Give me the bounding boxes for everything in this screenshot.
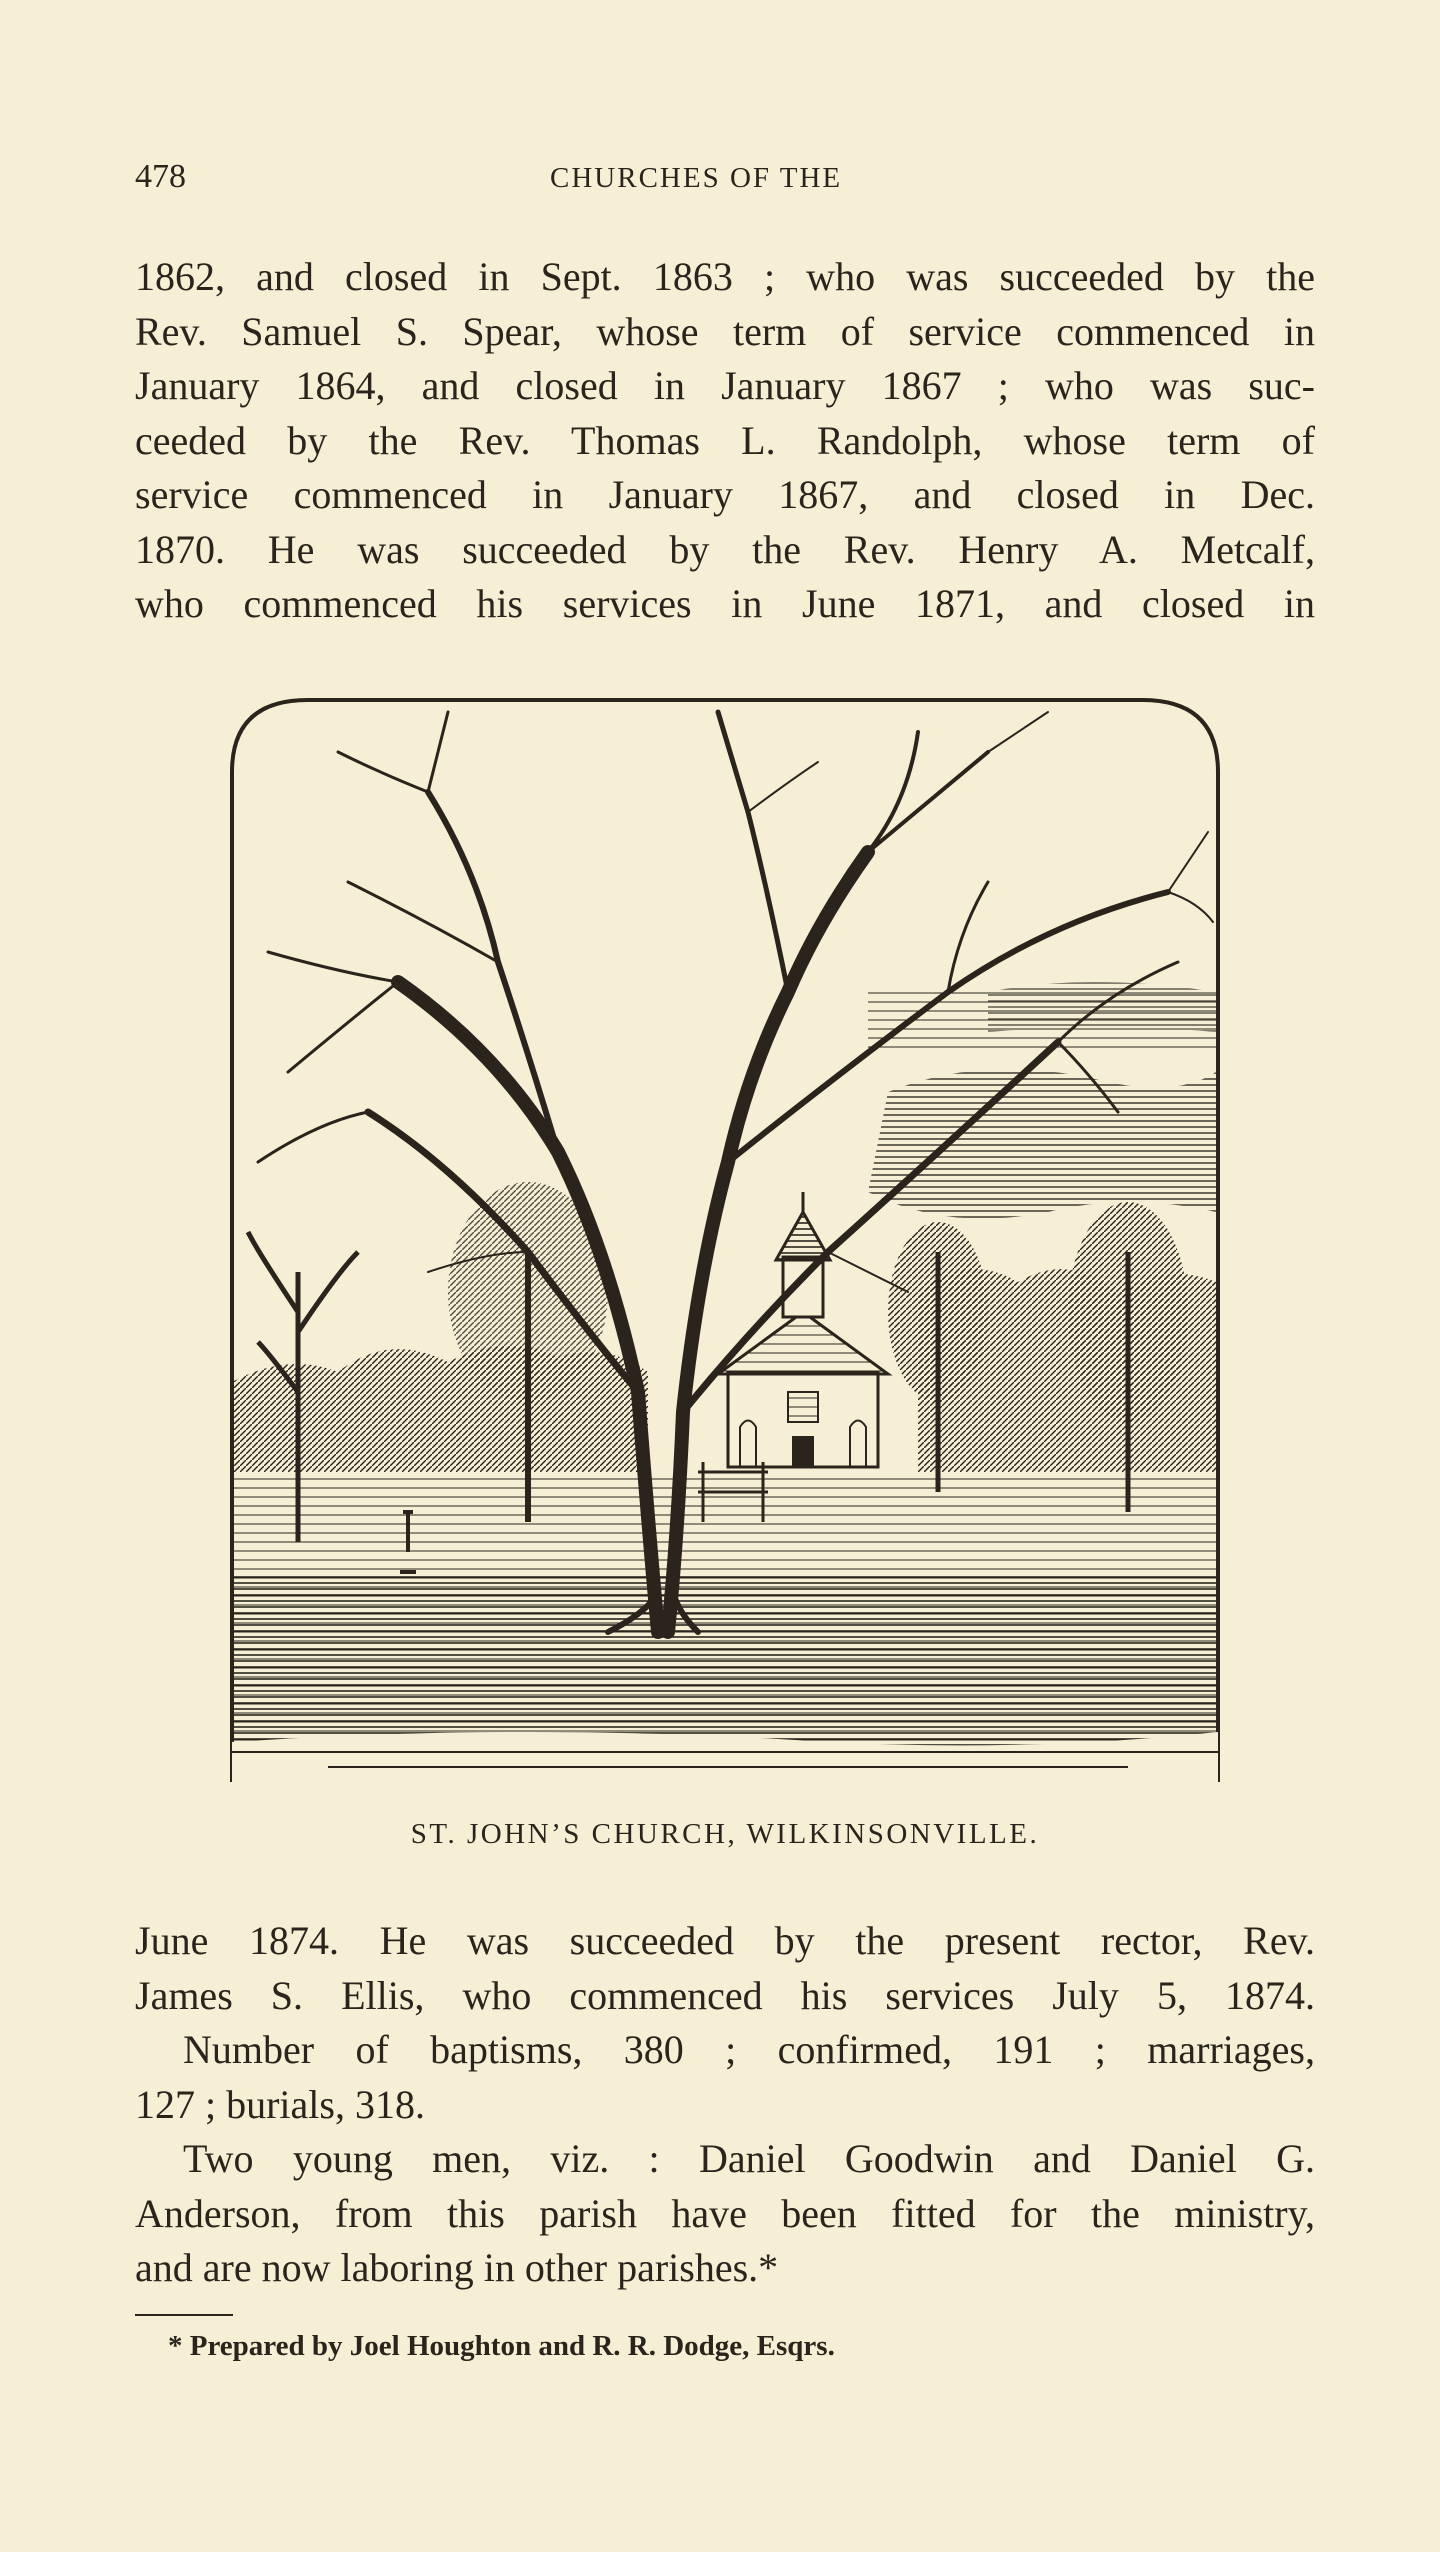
running-title: CHURCHES OF THE bbox=[550, 162, 843, 194]
engraving-illustration bbox=[228, 692, 1222, 1782]
footnote-rule bbox=[135, 2314, 233, 2316]
body-text-bottom bbox=[135, 1914, 1315, 2296]
running-head bbox=[135, 158, 1315, 208]
church-engraving bbox=[228, 692, 1222, 1782]
text-line: 1870. He was succeeded by the Rev. Henry A. Metcalf, bbox=[135, 526, 1315, 572]
text-line: Rev. Samuel S. Spear, whose term of service commenced in bbox=[135, 308, 1315, 354]
text-line: and are now laboring in other parishes.* bbox=[135, 2245, 779, 2290]
illustration-caption: ST. JOHN’S CHURCH, WILKINSONVILLE. bbox=[410, 1818, 1040, 1850]
text-line: 1862, and closed in Sept. 1863 ; who was succeeded by the bbox=[135, 254, 1315, 299]
footnote: * Prepared by Joel Houghton and R. R. Dodge, Esqrs. bbox=[168, 2330, 835, 2362]
body-text-top bbox=[135, 250, 1315, 632]
text-line: Two young men, viz. : Daniel Goodwin and Daniel G. bbox=[183, 2136, 1315, 2181]
text-line: ceeded by the Rev. Thomas L. Randolph, whose term of bbox=[135, 417, 1315, 463]
text-line: 127 ; burials, 318. bbox=[135, 2081, 425, 2127]
page-number: 478 bbox=[135, 158, 186, 195]
text-line: James S. Ellis, who commenced his services July 5, 1874. bbox=[135, 1972, 1315, 2018]
text-line: Number of baptisms, 380 ; confirmed, 191 ; marriages, bbox=[183, 2027, 1315, 2072]
text-line: service commenced in January 1867, and closed in Dec. bbox=[135, 472, 1315, 517]
church bbox=[718, 1192, 888, 1467]
text-line: Anderson, from this parish have been fitted for the ministry, bbox=[135, 2190, 1315, 2236]
text-line: January 1864, and closed in January 1867 ; who was suc- bbox=[135, 363, 1315, 408]
text-line: who commenced his services in June 1871, and closed in bbox=[135, 581, 1315, 626]
text-line: June 1874. He was succeeded by the present rector, Rev. bbox=[135, 1918, 1315, 1963]
